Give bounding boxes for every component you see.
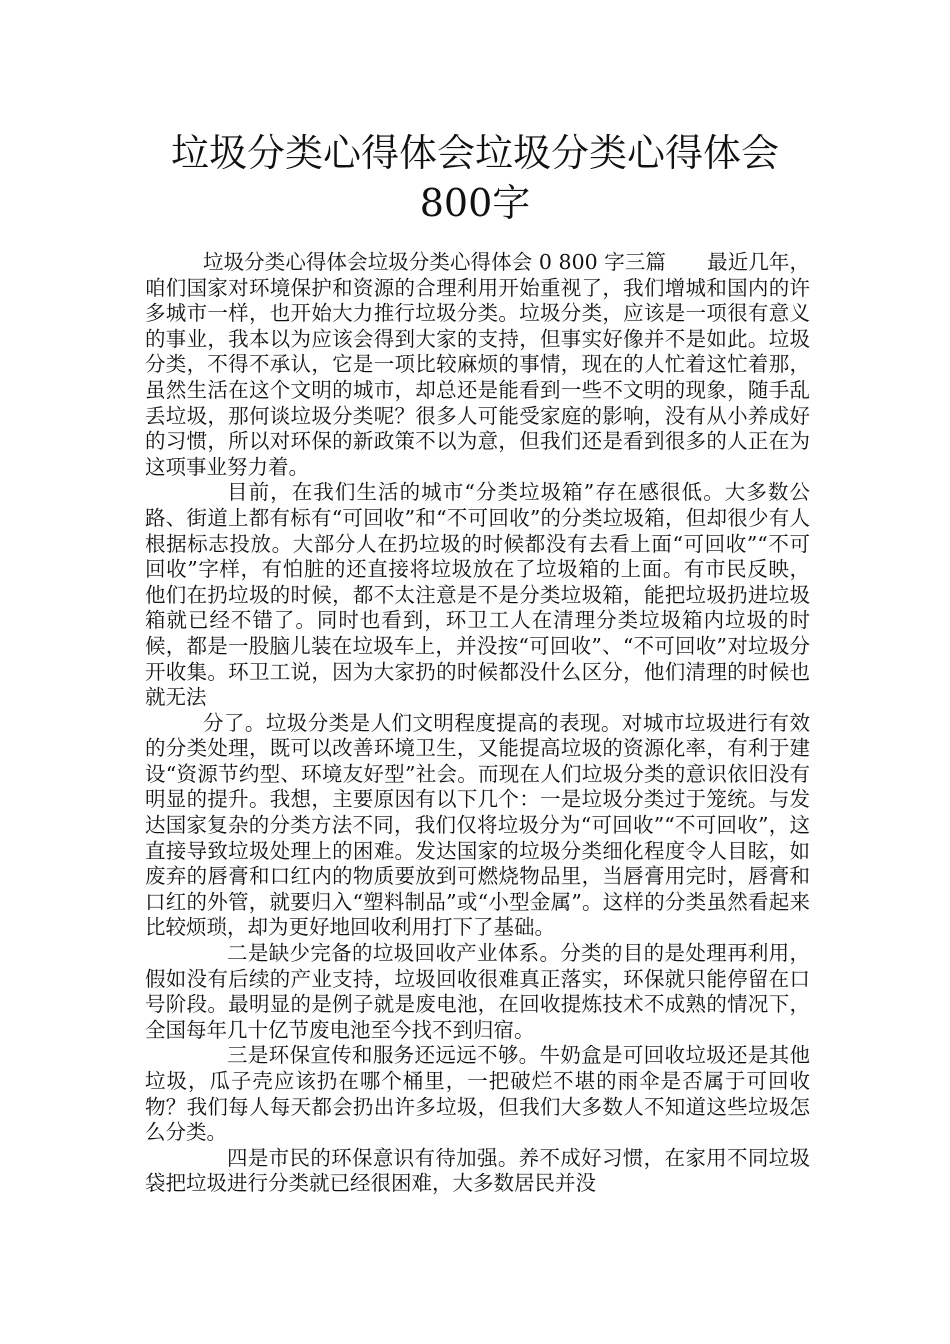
paragraph-3: 分了。垃圾分类是人们文明程度提高的表现。对城市垃圾进行有效的分类处理，既可以改善环境卫生，又能提高垃圾的资源化率，有利于建设“资源节约型、环境友好型”社会。而现在人们垃圾分类的意识依旧没有明显的提升。我想，主要原因有以下几个：一是垃圾分类过于笼统。与发达国家复杂的分类方法不同，我们仅将垃圾分为“可回收”“不可回收”，这直接导致垃圾处理上的困难。发达国家的垃圾分类细化程度令人目眩，如废弃的唇膏和口红内的物质要放到可燃烧物品里，当唇膏用完时，唇膏和口红的外管，就要归入“塑料制品”或“小型金属”。这样的分类虽然看起来比较烦琐，却为更好地回收利用打下了基础。 — [145, 710, 810, 940]
paragraph-5: 三是环保宣传和服务还远远不够。牛奶盒是可回收垃圾还是其他垃圾，瓜子壳应该扔在哪个桶里，一把破烂不堪的雨伞是否属于可回收物？我们每人每天都会扔出许多垃圾，但我们大多数人不知道这些垃圾怎么分类。 — [145, 1043, 810, 1145]
paragraph-4: 二是缺少完备的垃圾回收产业体系。分类的目的是处理再利用，假如没有后续的产业支持，垃圾回收很难真正落实，环保就只能停留在口号阶段。最明显的是例子就是废电池，在回收提炼技术不成熟的情况下，全国每年几十亿节废电池至今找不到归宿。 — [145, 941, 810, 1042]
paragraph-2: 目前，在我们生活的城市“分类垃圾箱”存在感很低。大多数公路、街道上都有标有“可回收”和“不可回收”的分类垃圾箱，但却很少有人根据标志投放。大部分人在扔垃圾的时候都没有去看上面“可回收”“不可回收”字样，有怕脏的还直接将垃圾放在了垃圾箱的上面。有市民反映，他们在扔垃圾的时候，都不太注意是不是分类垃圾箱，能把垃圾扔进垃圾箱就已经不错了。同时也看到，环卫工人在清理分类垃圾箱内垃圾的时候，都是一股脑儿装在垃圾车上，并没按“可回收”、“不可回收”对垃圾分开收集。环卫工说，因为大家扔的时候都没什么区分，他们清理的时候也就无法 — [145, 480, 810, 710]
document-body — [145, 250, 810, 1197]
document-title: 垃圾分类心得体会垃圾分类心得体会800字 — [170, 131, 779, 225]
paragraph-6: 四是市民的环保意识有待加强。养不成好习惯，在家用不同垃圾袋把垃圾进行分类就已经很困难，大多数居民并没 — [145, 1145, 810, 1196]
paragraph-1: 垃圾分类心得体会垃圾分类心得体会 0 800 字三篇 最近几年，咱们国家对环境保护和资源的合理利用开始重视了，我们增城和国内的许多城市一样，也开始大力推行垃圾分类。垃圾分类，应该是一项很有意义的事业，我本以为应该会得到大家的支持，但事实好像并不是如此。垃圾分类，不得不承认，它是一项比较麻烦的事情，现在的人忙着这忙着那，虽然生活在这个文明的城市，却总还是能看到一些不文明的现象，随手乱丢垃圾，那何谈垃圾分类呢？很多人可能受家庭的影响，没有从小养成好的习惯，所以对环保的新政策不以为意，但我们还是看到很多的人正在为这项事业努力着。 — [145, 250, 810, 479]
